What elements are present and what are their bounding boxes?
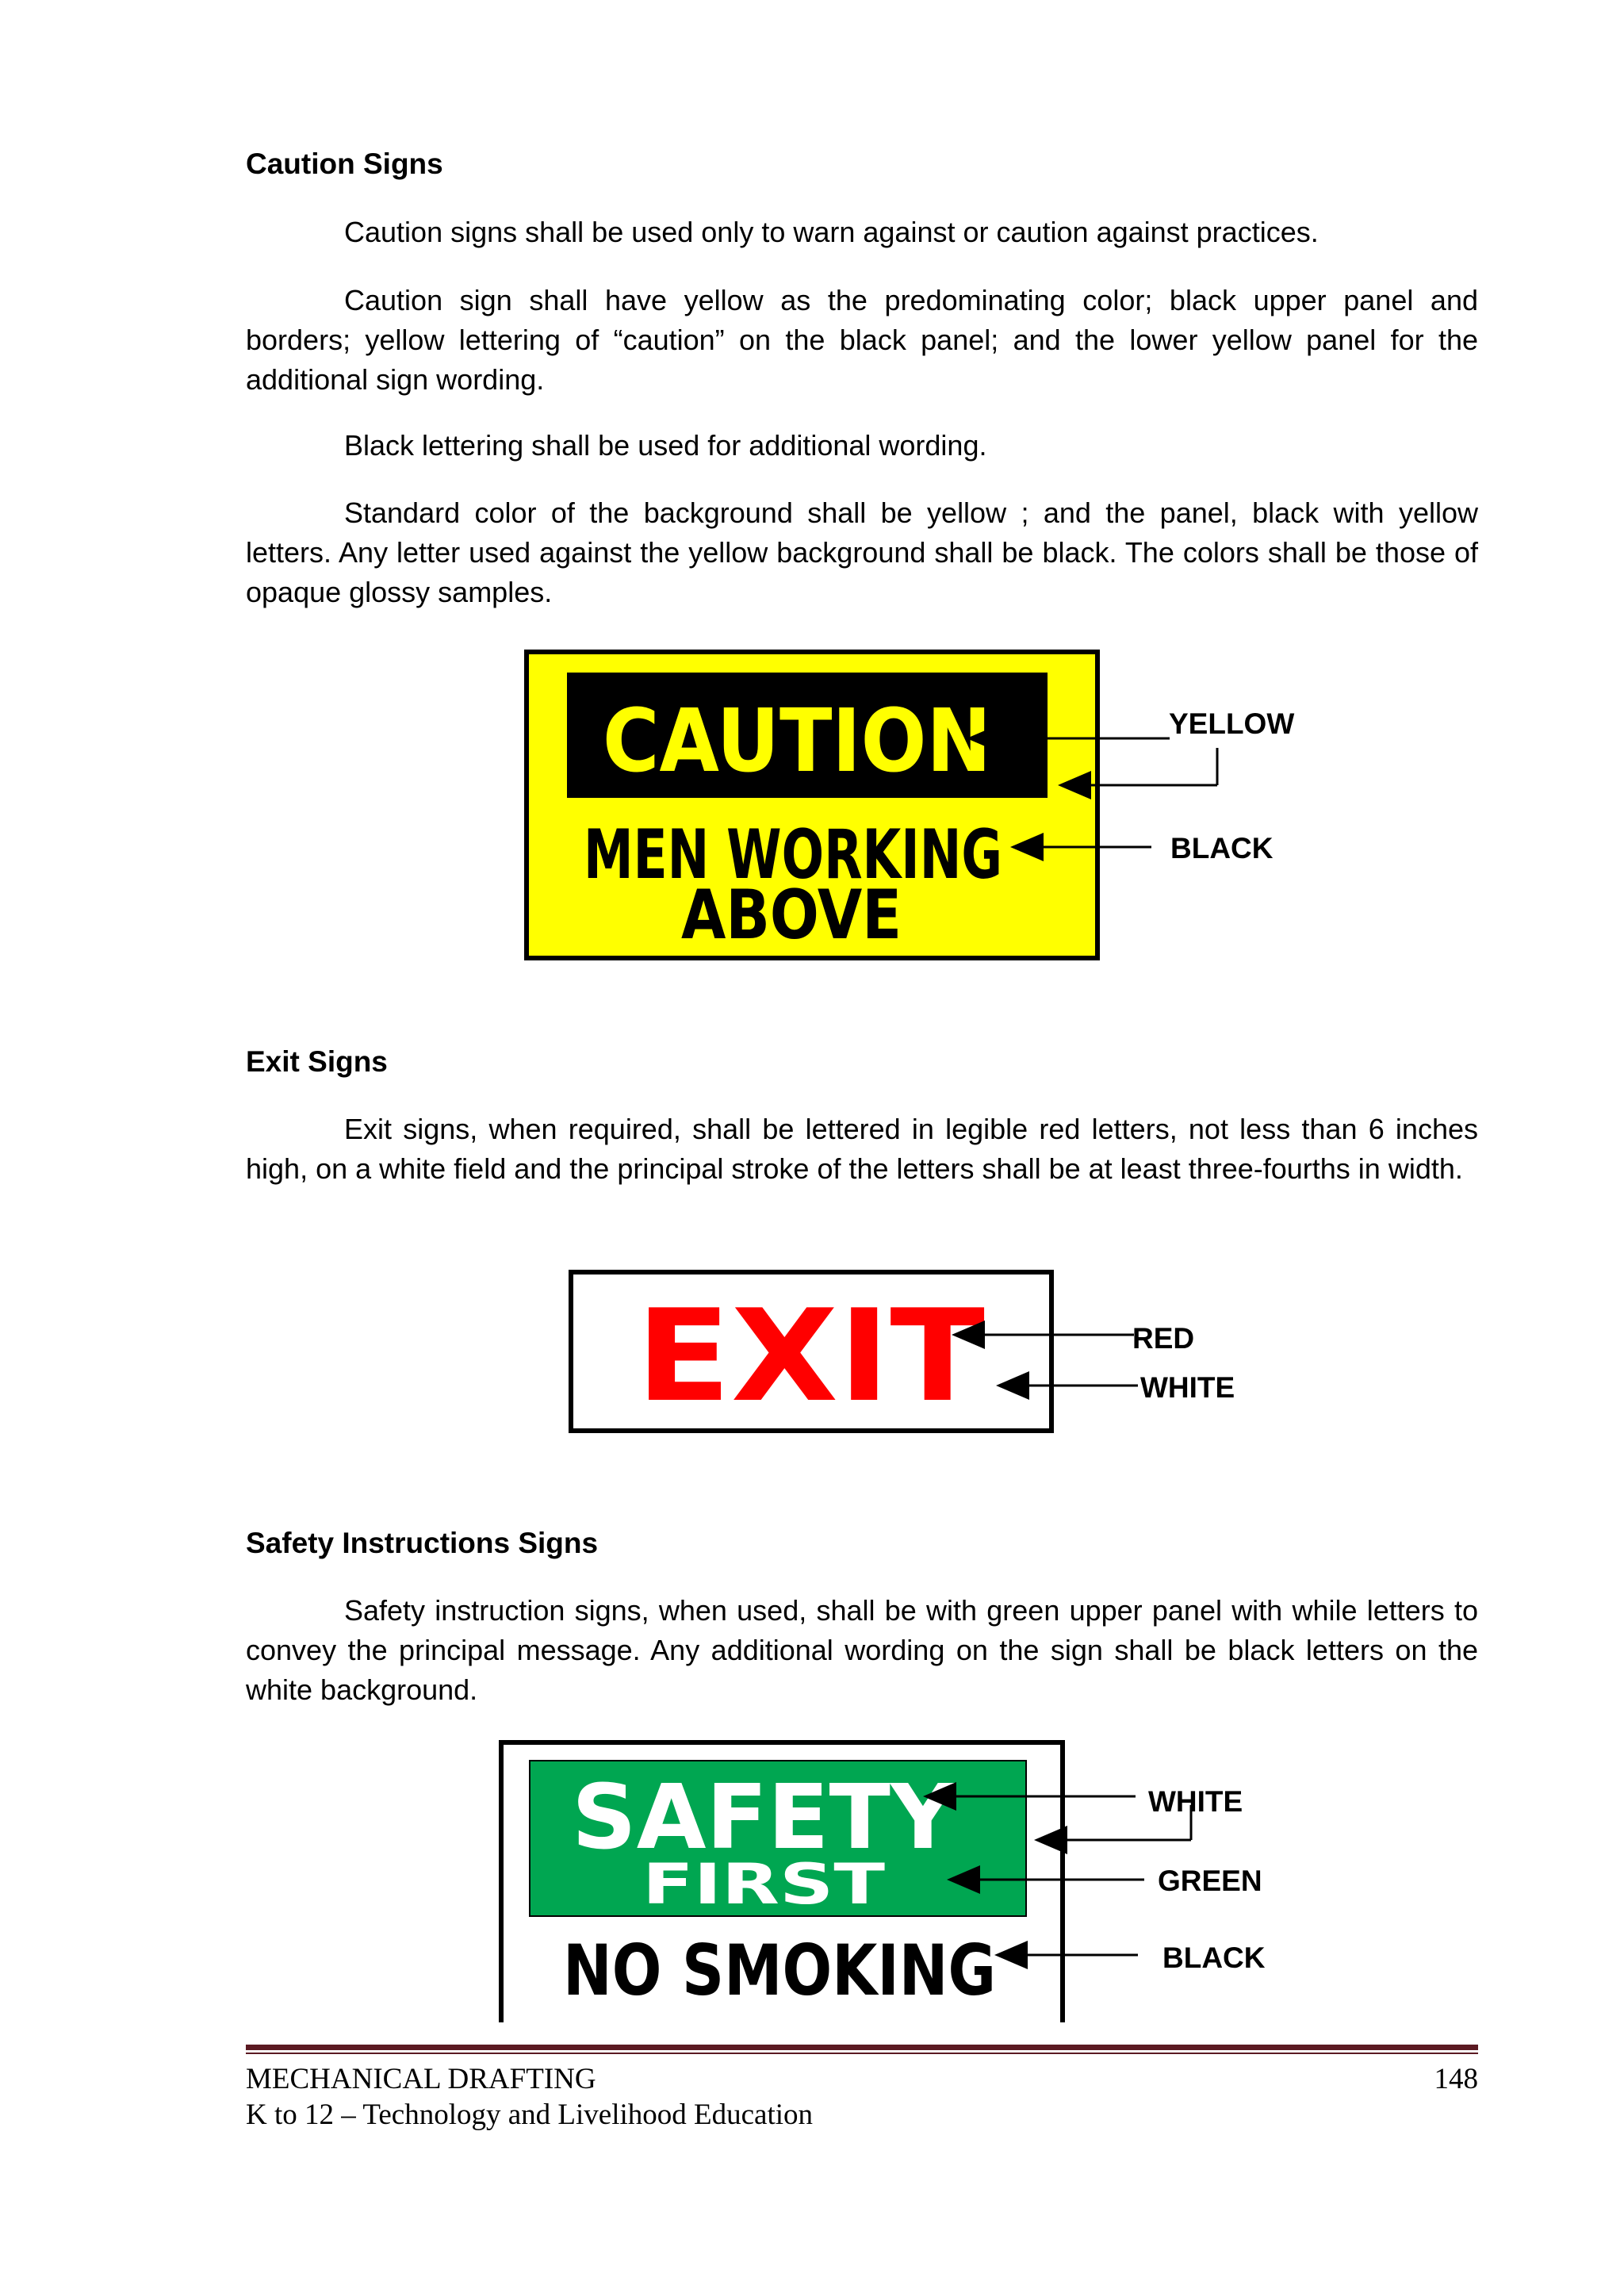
- label-white: WHITE: [1140, 1371, 1235, 1404]
- safety-heading: Safety Instructions Signs: [246, 1527, 599, 1559]
- safety-sign-line1: SAFETY: [572, 1766, 957, 1869]
- label-black: BLACK: [1162, 1941, 1266, 1974]
- caution-sign-title: CAUTION: [603, 690, 991, 792]
- caution-sign-line2: ABOVE: [681, 876, 902, 955]
- safety-sign-figure: [492, 1729, 1285, 2022]
- caution-sign-figure: [508, 642, 1348, 968]
- caution-paragraph-4: Standard color of the background shall be yellow ; and the panel, black with yellow letters. Any letter used against the yellow background shall be black. The colors shall be those of opaque glossy samples.: [246, 496, 1478, 608]
- caution-heading: Caution Signs: [246, 148, 443, 180]
- label-green: GREEN: [1158, 1865, 1262, 1897]
- footer-title: MECHANICAL DRAFTING: [246, 2063, 596, 2095]
- label-red: RED: [1132, 1322, 1195, 1355]
- caution-sign-line1: MEN WORKING: [584, 815, 1002, 895]
- caution-paragraph-3: Black lettering shall be used for additional wording.: [344, 429, 987, 462]
- label-black: BLACK: [1170, 832, 1274, 864]
- page-number: 148: [1434, 2063, 1478, 2095]
- safety-sign-line3: NO SMOKING: [563, 1930, 996, 2011]
- exit-heading: Exit Signs: [246, 1045, 388, 1078]
- exit-sign-text: EXIT: [636, 1282, 985, 1430]
- safety-sign-line2: FIRST: [642, 1852, 886, 1917]
- footer-rule-thin: [246, 2053, 1478, 2054]
- label-white: WHITE: [1148, 1785, 1243, 1818]
- caution-paragraph-1: Caution signs shall be used only to warn against or caution against practices.: [344, 216, 1319, 248]
- exit-paragraph-1: Exit signs, when required, shall be lettered in legible red letters, not less than 6 inches high, on a white field and the principal stroke of the letters shall be at least three-fourths in width.: [246, 1113, 1478, 1185]
- footer-subtitle: K to 12 – Technology and Livelihood Education: [246, 2099, 814, 2131]
- exit-sign-figure: [555, 1261, 1269, 1439]
- label-yellow: YELLOW: [1169, 707, 1295, 740]
- safety-paragraph-1: Safety instruction signs, when used, shall be with green upper panel with while letters to convey the principal message. Any additional wording on the sign shall be black letters on the white background.: [246, 1594, 1478, 1706]
- footer-rule-thick: [246, 2045, 1478, 2050]
- caution-paragraph-2: Caution sign shall have yellow as the predominating color; black upper panel and borders; yellow lettering of “caution” on the black panel; and the lower yellow panel for the additional sign wording.: [246, 284, 1478, 396]
